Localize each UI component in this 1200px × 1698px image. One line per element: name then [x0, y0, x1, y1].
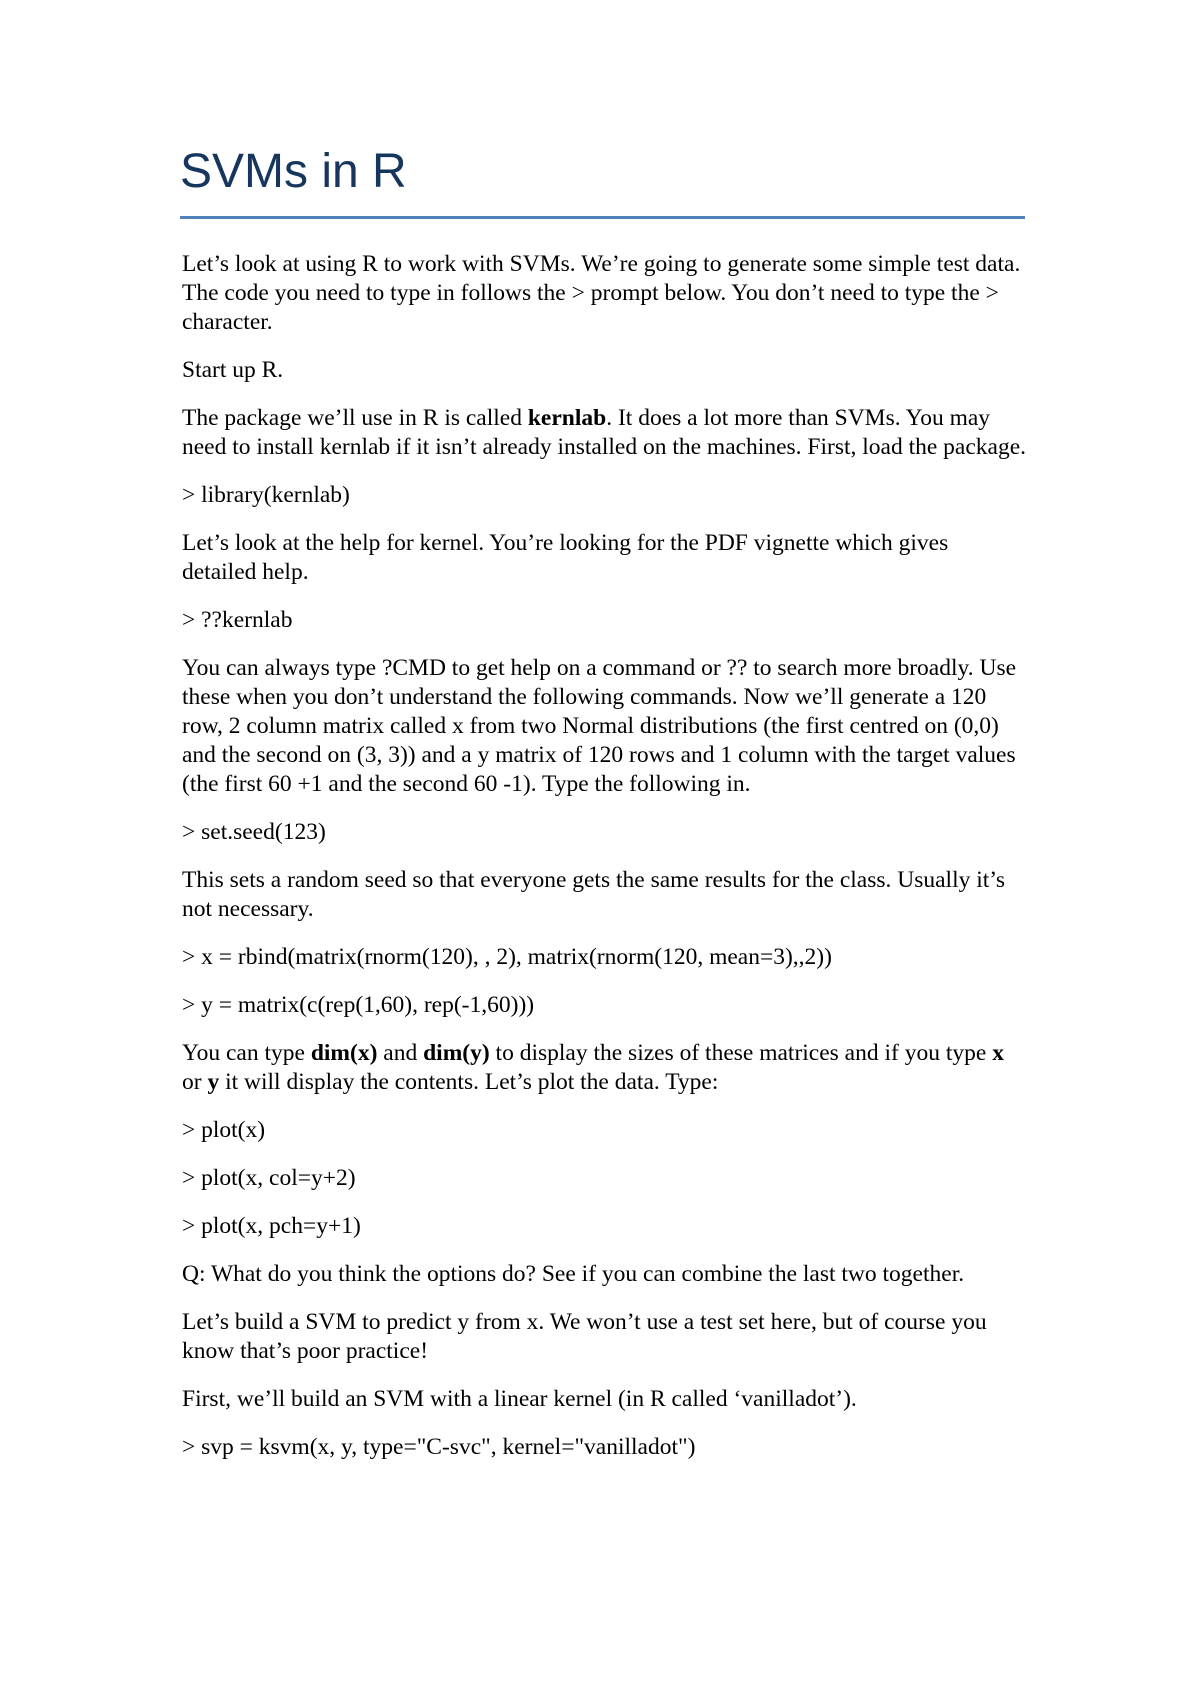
command-set-seed: > set.seed(123): [182, 819, 326, 845]
package-text-pre: The package we’ll use in R is called: [182, 405, 528, 431]
document-body: [182, 250, 1027, 1481]
command-plot-2: > plot(x, col=y+2): [182, 1165, 356, 1191]
dims-text-3: to display the sizes of these matrices and if you type: [489, 1040, 993, 1066]
dims-text-2: and: [377, 1040, 424, 1066]
command-ksvm: > svp = ksvm(x, y, type="C-svc", kernel="vanilladot"): [182, 1434, 696, 1460]
build-paragraph: Let’s build a SVM to predict y from x. We won’t use a test set here, but of course you know that’s poor practice!: [182, 1309, 987, 1364]
dims-bold-4: y: [207, 1069, 220, 1095]
command-y-matrix: > y = matrix(c(rep(1,60), rep(-1,60))): [182, 992, 535, 1018]
command-plot-3: > plot(x, pch=y+1): [182, 1213, 361, 1239]
question-paragraph: Q: What do you think the options do? See if you can combine the last two together.: [182, 1261, 965, 1287]
title-underline: [180, 216, 1025, 219]
seed-paragraph: This sets a random seed so that everyone gets the same results for the class. Usually it’s not necessary.: [182, 867, 1005, 922]
dims-text-1: You can type: [182, 1040, 311, 1066]
command-library: > library(kernlab): [182, 482, 350, 508]
package-text-post: . It does a lot more than SVMs. You may need to install kernlab if it isn’t already installed on the machines. First, load the package.: [182, 405, 1027, 460]
package-paragraph: [182, 404, 1027, 462]
command-plot-1: > plot(x): [182, 1117, 266, 1143]
dims-bold-2: dim(y): [423, 1040, 490, 1066]
command-help: > ??kernlab: [182, 607, 293, 633]
package-name: kernlab: [527, 405, 607, 431]
dims-bold-3: x: [992, 1040, 1004, 1066]
start-paragraph: Start up R.: [182, 357, 284, 383]
help-paragraph: Let’s look at the help for kernel. You’re looking for the PDF vignette which gives detailed help.: [182, 530, 949, 585]
dims-text-5: it will display the contents. Let’s plot the data. Type:: [219, 1069, 719, 1095]
generate-paragraph: You can always type ?CMD to get help on a command or ?? to search more broadly. Use these when you don’t understand the following commands. Now we’ll generate a 120 row, 2 column matrix called x from two Normal distributions (the first centred on (0,0) and the second on (3, 3)) and a y matrix of 120 rows and 1 column with the target values (the first 60 +1 and the second 60 -1). Type the following in.: [182, 655, 1017, 797]
dims-bold-1: dim(x): [310, 1040, 378, 1066]
kernel-paragraph: First, we’ll build an SVM with a linear kernel (in R called ‘vanilladot’).: [182, 1386, 857, 1412]
command-x-matrix: > x = rbind(matrix(rnorm(120), , 2), matrix(rnorm(120, mean=3),,2)): [182, 944, 832, 970]
intro-paragraph: Let’s look at using R to work with SVMs. We’re going to generate some simple test data. The code you need to type in follows the > prompt below. You don’t need to type the > character.: [182, 251, 1021, 335]
dims-text-4: or: [182, 1069, 208, 1095]
page-title: SVMs in R: [180, 145, 407, 198]
dims-paragraph: [182, 1039, 1027, 1097]
